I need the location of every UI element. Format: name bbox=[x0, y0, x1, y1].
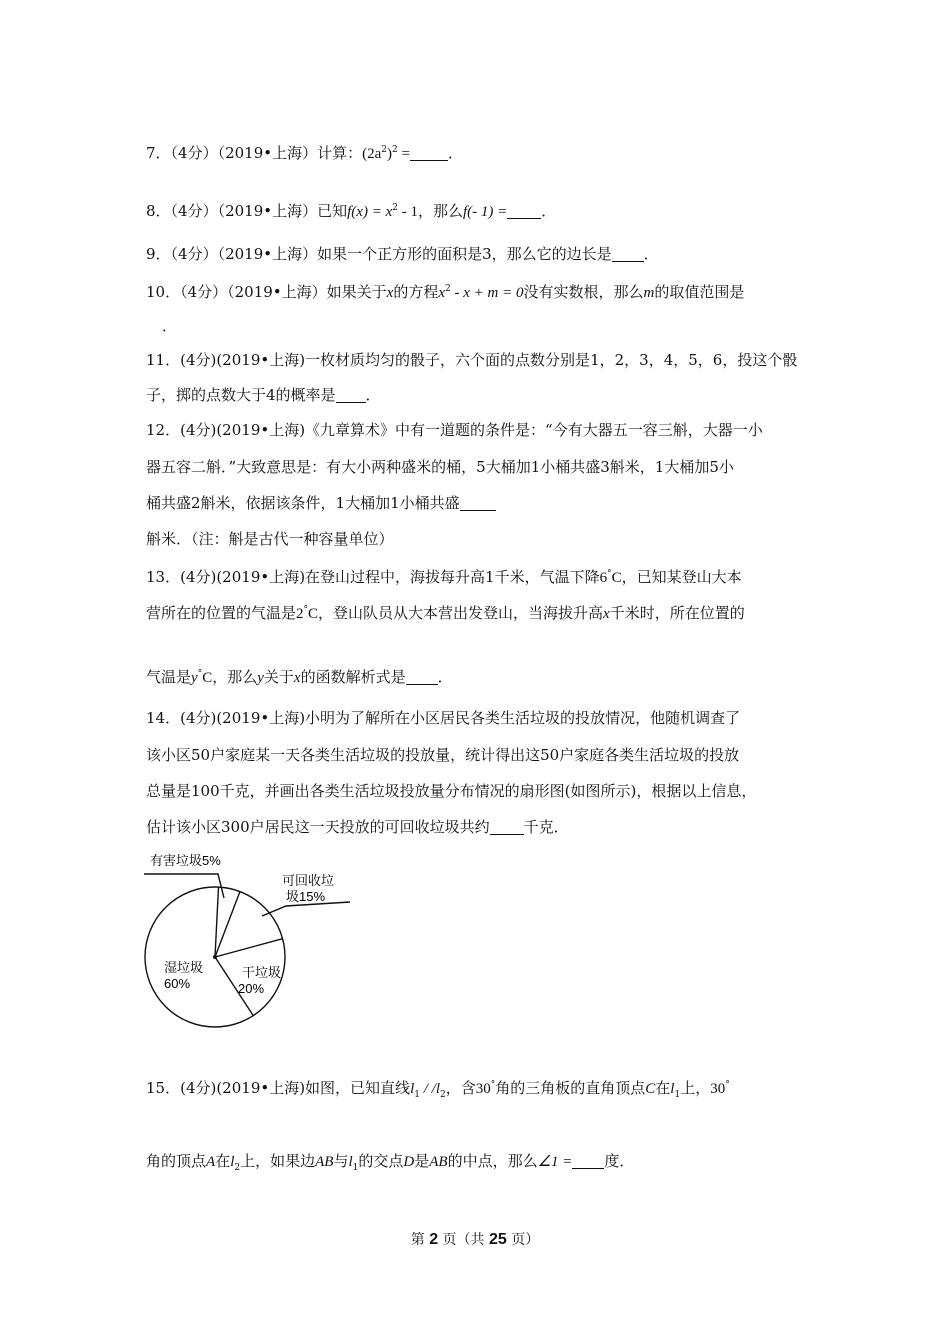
question-13-line3: 气温是y°C，那么y关于x的函数解析式是 ． bbox=[146, 668, 453, 686]
question-9: 9．（4分）（2019•上海）如果一个正方形的面积是3，那么它的边长是 ． bbox=[146, 245, 659, 263]
question-12: 12．(4分)(2019•上海)《九章算术》中有一道题的条件是：“今有大器五一容三斛，大器一小 bbox=[146, 421, 763, 439]
pie-chart bbox=[140, 846, 360, 1032]
answer-blank[interactable] bbox=[572, 1154, 604, 1169]
question-11: 11．(4分)(2019•上海)一枚材质均匀的骰子，六个面的点数分别是1，2，3，4，5，6，投这个骰 bbox=[146, 351, 798, 369]
label-wet-1: 湿垃圾 bbox=[164, 960, 204, 975]
question-10-line2: ． bbox=[162, 317, 178, 335]
label-dry-1: 干垃圾 bbox=[242, 965, 282, 980]
page-footer: 第 2 页（共 25 页） bbox=[410, 1231, 540, 1248]
question-12-line4: 斛米．（注：斛是古代一种容量单位） bbox=[146, 530, 394, 548]
answer-blank[interactable] bbox=[406, 670, 438, 685]
question-15: 15．(4分)(2019•上海)如图，已知直线$l_1 / /l_2$，含30°角的三角板的直角顶点C在$l_1$上，30° bbox=[146, 1079, 730, 1100]
pie-slices bbox=[145, 887, 285, 1027]
label-recyclable-2: 圾15% bbox=[286, 889, 326, 904]
question-11-line2: 子，掷的点数大于4的概率是 ． bbox=[146, 386, 381, 404]
label-harmful: 有害垃圾5% bbox=[150, 853, 221, 868]
pie-center bbox=[213, 955, 217, 959]
question-14-line4: 估计该小区300户居民这一天投放的可回收垃圾共约 千克． bbox=[146, 818, 569, 836]
answer-blank[interactable] bbox=[612, 247, 644, 262]
page-number: 2 bbox=[429, 1231, 439, 1248]
answer-blank[interactable] bbox=[410, 146, 448, 161]
question-10: 10．（4分）（2019•上海）如果关于x的方程$x^2 - x + m = 0$没有实数根，那么m的取值范围是 bbox=[146, 283, 745, 301]
page-total: 25 bbox=[489, 1231, 507, 1248]
question-13: 13．(4分)(2019•上海)在登山过程中，海拔每升高1千米，气温下降6°C，已知某登山大本 bbox=[146, 568, 742, 586]
question-13-line2: 营所在的位置的气温是2°C，登山队员从大本营出发登山，当海拔升高x千米时，所在位置的 bbox=[146, 604, 745, 622]
question-12-line2: 器五容二斛．”大致意思是：有大小两种盛米的桶，5大桶加1小桶共盛3斛米，1大桶加5小 bbox=[146, 458, 734, 476]
answer-blank[interactable] bbox=[336, 388, 366, 403]
recyclable-leader-line bbox=[262, 902, 350, 916]
label-dry-2: 20% bbox=[238, 981, 265, 996]
answer-blank[interactable] bbox=[507, 204, 541, 219]
label-wet-2: 60% bbox=[164, 976, 191, 991]
answer-blank[interactable] bbox=[460, 496, 496, 511]
question-12-line3: 桶共盛2斛米，依据该条件，1大桶加1小桶共盛 bbox=[146, 493, 496, 513]
question-8: 8．（4分）（2019•上海）已知$f(x) = x^2 - 1$，那么f(- 1) = ． bbox=[146, 202, 557, 220]
question-14: 14．(4分)(2019•上海)小明为了解所在小区居民各类生活垃圾的投放情况，他随机调查了 bbox=[146, 709, 741, 727]
answer-blank[interactable] bbox=[490, 820, 524, 835]
question-7: 7．（4分）（2019•上海）计算：$(2a^2)^2$ = ． bbox=[146, 144, 463, 162]
question-14-line3: 总量是100千克，并画出各类生活垃圾投放量分布情况的扇形图(如图所示)，根据以上信息， bbox=[146, 782, 757, 800]
label-recyclable-1: 可回收垃 bbox=[282, 873, 335, 888]
question-15-line2: 角的顶点A在$l_2$上，如果边AB与$l_1$的交点D是AB的中点，那么∠1 = 度． bbox=[146, 1152, 635, 1173]
question-14-line2: 该小区50户家庭某一天各类生活垃圾的投放量，统计得出这50户家庭各类生活垃圾的投放 bbox=[146, 746, 740, 764]
